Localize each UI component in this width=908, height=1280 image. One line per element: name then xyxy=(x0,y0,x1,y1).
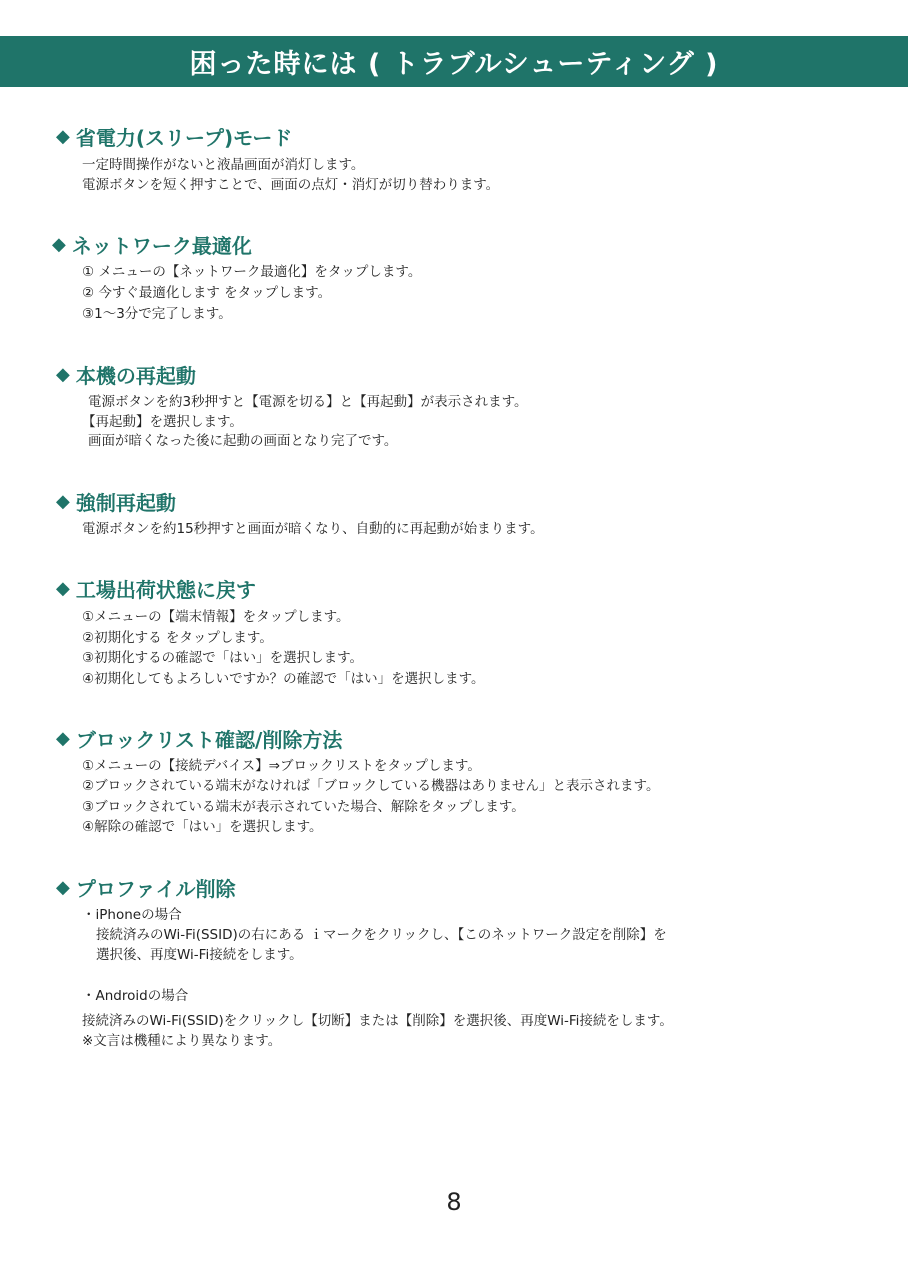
header-bar xyxy=(0,36,908,87)
text-line: ②初期化する をタップします。 xyxy=(82,630,273,646)
text-line: ①メニューの【端末情報】をタップします。 xyxy=(82,609,350,625)
page-number: 8 xyxy=(446,1188,462,1216)
diamond-icon: ◆ xyxy=(56,491,70,512)
diamond-icon: ◆ xyxy=(56,728,70,749)
section-title-text: 強制再起動 xyxy=(75,491,176,515)
text-line: 電源ボタンを約15秒押すと画面が暗くなり、自動的に再起動が始まります。 xyxy=(82,521,544,537)
text-line: ② 今すぐ最適化します をタップします。 xyxy=(82,285,332,301)
text-line: ③1～3分で完了します。 xyxy=(82,306,232,322)
section-title-text: ネットワーク最適化 xyxy=(71,234,252,258)
section-title-text: 工場出荷状態に戻す xyxy=(75,578,256,602)
text-line: 接続済みのWi-Fi(SSID)の右にある ｉマークをクリックし、【このネットワーク設定を削除】を xyxy=(96,927,667,943)
section-title-text: 省電力(スリープ)モード xyxy=(75,126,293,150)
diamond-icon: ◆ xyxy=(52,234,66,255)
section-title-text: ブロックリスト確認/削除方法 xyxy=(75,728,343,752)
text-line: 【再起動】を選択します。 xyxy=(82,414,243,430)
text-line: 一定時間操作がないと液晶画面が消灯します。 xyxy=(82,157,365,173)
text-line: ④解除の確認で「はい」を選択します。 xyxy=(82,819,323,835)
diamond-icon: ◆ xyxy=(56,578,70,599)
text-line: 電源ボタンを約3秒押すと【電源を切る】と【再起動】が表示されます。 xyxy=(88,394,528,410)
text-line: ③ブロックされている端末が表示されていた場合、解除をタップします。 xyxy=(82,799,525,815)
text-line: ※文言は機種により異なります。 xyxy=(82,1033,282,1049)
page-title: 困った時には ( トラブルシューティング ) xyxy=(189,49,719,80)
text-line: ③初期化するの確認で「はい」を選択します。 xyxy=(82,650,364,666)
section-title xyxy=(56,574,256,603)
text-line: ・Androidの場合 xyxy=(82,988,189,1004)
section-title-text: 本機の再起動 xyxy=(75,364,196,388)
section-title xyxy=(56,360,196,389)
text-line: ① メニューの【ネットワーク最適化】をタップします。 xyxy=(82,264,422,280)
diamond-icon: ◆ xyxy=(56,126,70,147)
text-line: 選択後、再度Wi-Fi接続をします。 xyxy=(96,947,303,963)
text-line: ①メニューの【接続デバイス】⇒ブロックリストをタップします。 xyxy=(82,758,481,774)
section-title xyxy=(52,230,252,259)
text-line: 電源ボタンを短く押すことで、画面の点灯・消灯が切り替わります。 xyxy=(82,177,500,193)
text-line: 画面が暗くなった後に起動の画面となり完了です。 xyxy=(88,433,398,449)
section-title xyxy=(56,487,176,516)
text-line: ・iPhoneの場合 xyxy=(82,907,182,923)
section-title xyxy=(56,873,235,902)
section-title-text: プロファイル削除 xyxy=(75,877,236,901)
text-line: ④初期化してもよろしいですか？の確認で「はい」を選択します。 xyxy=(82,671,485,687)
diamond-icon: ◆ xyxy=(56,364,70,385)
diamond-icon: ◆ xyxy=(56,877,70,898)
text-line: ②ブロックされている端末がなければ「ブロックしている機器はありません」と表示されます。 xyxy=(82,778,660,794)
section-title xyxy=(56,122,292,151)
section-title xyxy=(56,724,342,753)
text-line: 接続済みのWi-Fi(SSID)をクリックし【切断】または【削除】を選択後、再度Wi-Fi接続をします。 xyxy=(82,1013,673,1029)
